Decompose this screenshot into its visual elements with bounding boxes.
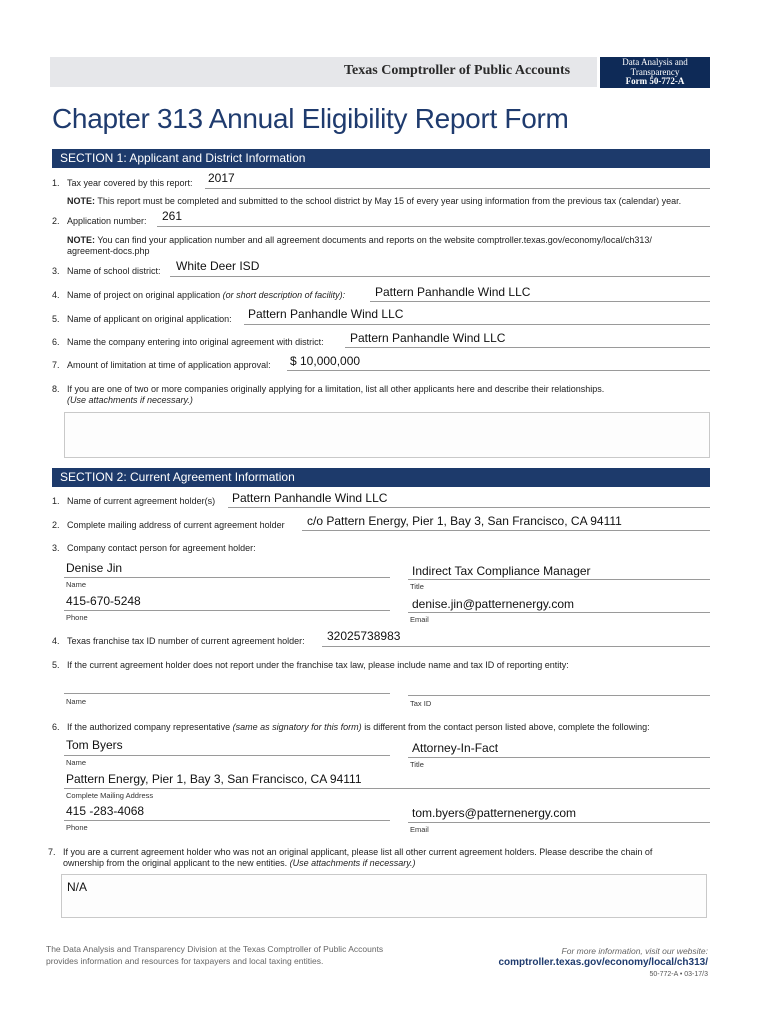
rep-name-value[interactable]: Tom Byers	[66, 738, 123, 752]
s1-q6-label: Name the company entering into original agreement with district:	[67, 337, 324, 347]
contact-title-caption: Title	[410, 582, 424, 591]
s1-q1-line	[205, 188, 710, 189]
s1-q4-label-text: Name of project on original application	[67, 290, 221, 300]
s1-q2-number: 2.	[52, 216, 60, 226]
s1-q5-number: 5.	[52, 314, 60, 324]
contact-email-caption: Email	[410, 615, 429, 624]
s1-q4-line	[370, 301, 710, 302]
s1-q3-label: Name of school district:	[67, 266, 161, 276]
entity-name-caption: Name	[66, 697, 87, 706]
s2-q4-label: Texas franchise tax ID number of current agreement holder:	[67, 636, 305, 646]
s2-q1-line	[228, 507, 710, 508]
section2-heading: SECTION 2: Current Agreement Information	[52, 468, 710, 487]
rep-title-caption: Title	[410, 760, 424, 769]
form-box-line2: Transparency	[630, 66, 680, 77]
s2-q6-label-end: is different from the contact person listed above, complete the following:	[364, 722, 650, 732]
contact-email-value[interactable]: denise.jin@patternenergy.com	[412, 597, 575, 611]
s1-q5-line	[244, 324, 710, 325]
form-box-line1: Data Analysis and	[622, 57, 688, 67]
s1-q4-label-italic: (or short description of facility):	[222, 290, 346, 300]
s2-q3-label: Company contact person for agreement holder:	[67, 543, 256, 553]
entity-name-line[interactable]	[64, 693, 390, 694]
s1-q4-number: 4.	[52, 290, 60, 300]
entity-taxid-line[interactable]	[408, 695, 710, 696]
s1-q6-number: 6.	[52, 337, 60, 347]
s1-q2-note-bold: NOTE:	[67, 235, 95, 245]
s1-q2-note-line2: agreement-docs.php	[67, 246, 150, 256]
s1-q4-label	[67, 290, 345, 300]
contact-phone-caption: Phone	[66, 613, 88, 622]
s2-q5-label: If the current agreement holder does not report under the franchise tax law, please include name and tax ID of reporting entity:	[67, 660, 569, 670]
s2-q7-label-line2: ownership from the original applicant to the new entities.	[63, 858, 288, 868]
s1-q8-textarea[interactable]	[64, 412, 710, 458]
s2-q2-value[interactable]: c/o Pattern Energy, Pier 1, Bay 3, San Francisco, CA 94111	[307, 514, 622, 528]
rep-name-line	[64, 755, 390, 756]
s2-q5-number: 5.	[52, 660, 60, 670]
s1-q1-note	[67, 196, 717, 207]
s1-q7-label: Amount of limitation at time of application approval:	[67, 360, 271, 370]
rep-phone-line	[64, 820, 390, 821]
footer-left-line2: provides information and resources for taxpayers and local taxing entities.	[46, 956, 324, 966]
footer-visit-text: For more information, visit our website:	[561, 946, 708, 956]
rep-phone-caption: Phone	[66, 823, 88, 832]
s1-q6-value[interactable]: Pattern Panhandle Wind LLC	[350, 331, 506, 345]
rep-email-value[interactable]: tom.byers@patternenergy.com	[412, 806, 577, 820]
s1-q5-value[interactable]: Pattern Panhandle Wind LLC	[248, 307, 404, 321]
rep-name-caption: Name	[66, 758, 87, 767]
s2-q6-label-italic: (same as signatory for this form)	[232, 722, 362, 732]
s1-q2-label: Application number:	[67, 216, 147, 226]
s1-q8-number: 8.	[52, 384, 60, 394]
s2-q1-number: 1.	[52, 496, 60, 506]
contact-title-value[interactable]: Indirect Tax Compliance Manager	[412, 564, 591, 578]
s2-q7-number: 7.	[48, 847, 56, 857]
s2-q4-line	[322, 646, 710, 647]
s2-q6-number: 6.	[52, 722, 60, 732]
s1-q8-value	[65, 413, 709, 421]
s1-q7-value[interactable]: $ 10,000,000	[290, 354, 361, 368]
s1-q8-label	[67, 384, 707, 406]
s2-q6-label-text: If the authorized company representative	[67, 722, 231, 732]
page-title: Chapter 313 Annual Eligibility Report Form	[52, 103, 569, 134]
s1-q3-value[interactable]: White Deer ISD	[176, 259, 260, 273]
contact-name-line	[64, 577, 390, 578]
s1-q2-value[interactable]: 261	[162, 209, 183, 223]
footer-website-link[interactable]: comptroller.texas.gov/economy/local/ch313/	[498, 957, 708, 968]
s1-q3-line	[170, 276, 710, 277]
footer-description	[46, 943, 406, 967]
footer-left-line1: The Data Analysis and Transparency Division at the Texas Comptroller of Public Accounts	[46, 944, 384, 954]
s2-q7-textarea[interactable]	[61, 874, 707, 918]
contact-name-caption: Name	[66, 580, 87, 589]
s2-q3-number: 3.	[52, 543, 60, 553]
s1-q6-line	[345, 347, 710, 348]
s1-q1-note-text: This report must be completed and submitted to the school district by May 15 of every year using information from the previous tax (calendar) year.	[97, 196, 682, 206]
s2-q7-label-line1: If you are a current agreement holder who was not an original applicant, please list all other current agreement holders. Please describe the chain of	[63, 847, 653, 857]
s2-q7-label	[63, 847, 713, 869]
s1-q1-number: 1.	[52, 178, 60, 188]
rep-title-line	[408, 757, 710, 758]
s1-q2-note-line1: You can find your application number and all agreement documents and reports on the website comptroller.texas.gov/economy/local/ch313/	[97, 235, 652, 245]
agency-name: Texas Comptroller of Public Accounts	[344, 63, 571, 78]
contact-phone-line	[64, 610, 390, 611]
s1-q7-number: 7.	[52, 360, 60, 370]
rep-address-caption: Complete Mailing Address	[66, 791, 154, 800]
s2-q1-label: Name of current agreement holder(s)	[67, 496, 216, 506]
s1-q7-line	[287, 370, 710, 371]
s1-q3-number: 3.	[52, 266, 60, 276]
rep-address-value[interactable]: Pattern Energy, Pier 1, Bay 3, San Francisco, CA 94111	[66, 772, 362, 786]
entity-taxid-caption: Tax ID	[410, 699, 432, 708]
s2-q2-label: Complete mailing address of current agreement holder	[67, 520, 285, 530]
contact-email-line	[408, 612, 710, 613]
s2-q4-number: 4.	[52, 636, 60, 646]
form-id-box	[600, 57, 710, 88]
s1-q2-note	[67, 235, 717, 257]
s1-q5-label: Name of applicant on original application:	[67, 314, 232, 324]
rep-title-value[interactable]: Attorney-In-Fact	[412, 741, 499, 755]
s2-q2-number: 2.	[52, 520, 60, 530]
contact-phone-value[interactable]: 415-670-5248	[66, 594, 141, 608]
s1-q8-label-italic: (Use attachments if necessary.)	[67, 395, 193, 405]
rep-phone-value[interactable]: 415 -283-4068	[66, 804, 145, 818]
s1-q8-label-text: If you are one of two or more companies originally applying for a limitation, list all other applicants here and describe their relationships.	[67, 384, 605, 394]
s2-q7-value: N/A	[67, 880, 88, 894]
s1-q1-label: Tax year covered by this report:	[67, 178, 193, 188]
s2-q2-line	[302, 530, 710, 531]
contact-name-value[interactable]: Denise Jin	[66, 561, 123, 575]
s1-q2-line	[157, 226, 710, 227]
s1-q4-value[interactable]: Pattern Panhandle Wind LLC	[375, 285, 531, 299]
contact-title-line	[408, 579, 710, 580]
rep-address-line	[64, 788, 710, 789]
s1-q1-value[interactable]: 2017	[208, 171, 235, 185]
s1-q1-note-bold: NOTE:	[67, 196, 95, 206]
footer-form-code: 50-772-A • 03-17/3	[649, 971, 708, 978]
s2-q1-value[interactable]: Pattern Panhandle Wind LLC	[232, 491, 388, 505]
s2-q7-label-italic: (Use attachments if necessary.)	[289, 858, 416, 868]
section1-heading: SECTION 1: Applicant and District Information	[52, 149, 710, 168]
s2-q4-value[interactable]: 32025738983	[327, 629, 401, 643]
s2-q6-label	[67, 722, 650, 732]
rep-email-line	[408, 822, 710, 823]
form-id: Form 50-772-A	[625, 76, 685, 86]
rep-email-caption: Email	[410, 825, 429, 834]
